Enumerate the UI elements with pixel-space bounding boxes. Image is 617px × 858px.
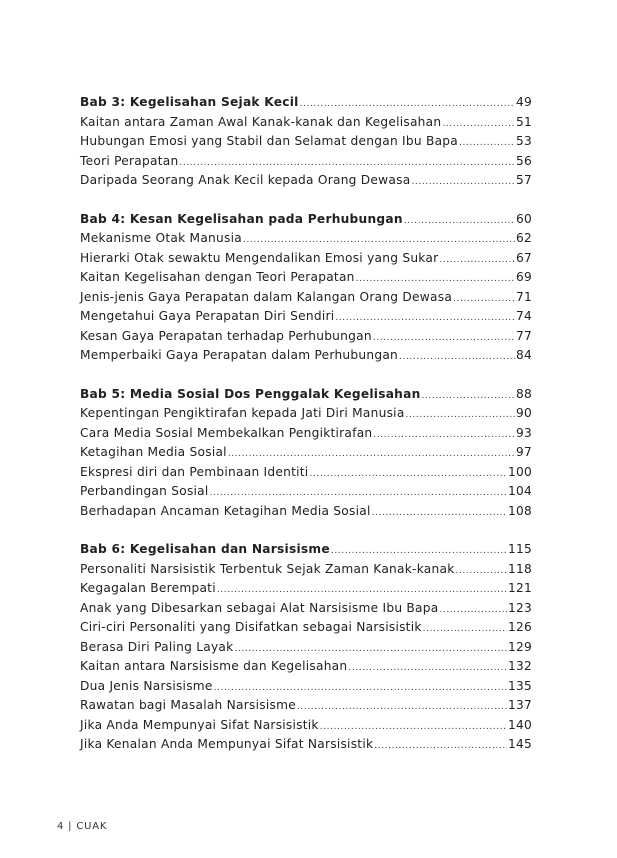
toc-entry: [80, 329, 532, 349]
entry-title: Ketagihan Media Sosial: [80, 445, 227, 459]
dot-leader: [456, 566, 507, 576]
dot-leader: [453, 294, 515, 304]
entry-title: Berasa Diri Paling Layak: [80, 639, 234, 654]
entry-title: Kaitan Kegelisahan dengan Teori Perapatan: [80, 270, 355, 284]
entry-title: Memperbaiki Gaya Perapatan dalam Perhubungan: [80, 348, 399, 362]
dot-leader: [372, 508, 507, 518]
dot-leader: [214, 683, 507, 693]
entry-page-number: 84: [515, 348, 532, 362]
entry-title: Hierarki Otak sewaktu Mengendalikan Emosi yang Sukar: [80, 250, 439, 265]
chapter-title: Bab 6: Kegelisahan dan Narsisisme: [80, 542, 330, 556]
dot-leader: [422, 391, 515, 401]
entry-title: Perbandingan Sosial: [80, 484, 209, 498]
dot-leader: [406, 410, 515, 420]
entry-title: Dua Jenis Narsisisme: [80, 678, 213, 693]
toc-entry: [80, 698, 532, 718]
entry-title: Jenis-jenis Gaya Perapatan dalam Kalangan Orang Dewasa: [80, 289, 453, 304]
dot-leader: [300, 99, 515, 109]
dot-leader: [179, 158, 515, 168]
toc-entry: [80, 601, 532, 621]
entry-page-number: 67: [515, 250, 532, 265]
toc-entry: [80, 251, 532, 271]
toc-entry: [80, 679, 532, 699]
chapter-page-number: 60: [515, 211, 532, 226]
toc-entry: [80, 115, 532, 135]
dot-leader: [297, 702, 507, 712]
entry-page-number: 108: [507, 503, 532, 518]
dot-leader: [217, 585, 507, 595]
entry-title: Mengetahui Gaya Perapatan Diri Sendiri: [80, 309, 335, 323]
entry-page-number: 126: [507, 620, 532, 634]
entry-title: Ekspresi diri dan Pembinaan Identiti: [80, 464, 309, 479]
toc-section: [80, 95, 532, 193]
entry-page-number: 74: [515, 309, 532, 323]
entry-page-number: 62: [515, 231, 532, 245]
entry-title: Jika Kenalan Anda Mempunyai Sifat Narsisistik: [80, 737, 374, 751]
toc-entry: [80, 562, 532, 582]
entry-page-number: 100: [507, 464, 532, 479]
entry-title: Daripada Seorang Anak Kecil kepada Orang Dewasa: [80, 173, 411, 187]
dot-leader: [459, 138, 515, 148]
footer-page-number: 4: [57, 821, 65, 832]
toc-entry: [80, 465, 532, 485]
chapter-heading: [80, 95, 532, 115]
entry-page-number: 56: [515, 153, 532, 168]
toc-entry: [80, 718, 532, 738]
entry-page-number: 71: [515, 289, 532, 304]
chapter-title: Bab 5: Media Sosial Dos Penggalak Kegelisahan: [80, 386, 421, 401]
dot-leader: [210, 488, 507, 498]
toc-entry: [80, 134, 532, 154]
entry-page-number: 132: [507, 659, 532, 673]
toc-entry: [80, 290, 532, 310]
entry-title: Berhadapan Ancaman Ketagihan Media Sosial: [80, 503, 371, 518]
toc-entry: [80, 620, 532, 640]
dot-leader: [356, 274, 515, 284]
chapter-page-number: 49: [515, 95, 532, 109]
toc-entry: [80, 484, 532, 504]
entry-title: Teori Perapatan: [80, 153, 179, 168]
entry-title: Rawatan bagi Masalah Narsisisme: [80, 698, 296, 712]
dot-leader: [442, 119, 515, 129]
entry-page-number: 93: [515, 425, 532, 440]
entry-title: Ciri-ciri Personaliti yang Disifatkan sebagai Narsisistik: [80, 620, 422, 634]
chapter-heading: [80, 387, 532, 407]
entry-title: Kesan Gaya Perapatan terhadap Perhubungan: [80, 328, 372, 343]
entry-page-number: 123: [507, 600, 532, 615]
toc-entry: [80, 173, 532, 193]
entry-page-number: 137: [507, 698, 532, 712]
chapter-page-number: 88: [515, 386, 532, 401]
toc-entry: [80, 737, 532, 757]
toc-entry: [80, 231, 532, 251]
toc-entry: [80, 270, 532, 290]
dot-leader: [243, 235, 515, 245]
entry-title: Kepentingan Pengiktirafan kepada Jati Diri Manusia: [80, 406, 405, 420]
entry-title: Cara Media Sosial Membekalkan Pengiktirafan: [80, 425, 373, 440]
toc-entry: [80, 426, 532, 446]
entry-page-number: 51: [515, 114, 532, 129]
dot-leader: [309, 469, 507, 479]
entry-page-number: 77: [515, 328, 532, 343]
entry-page-number: 129: [507, 639, 532, 654]
dot-leader: [374, 741, 507, 751]
dot-leader: [348, 663, 507, 673]
dot-leader: [439, 255, 515, 265]
dot-leader: [373, 430, 515, 440]
footer-book-title: CUAK: [76, 821, 108, 832]
entry-page-number: 145: [507, 737, 532, 751]
dot-leader: [411, 177, 515, 187]
toc-entry: [80, 348, 532, 368]
chapter-title: Bab 4: Kesan Kegelisahan pada Perhubungan: [80, 211, 403, 226]
entry-page-number: 118: [507, 561, 532, 576]
toc-section: [80, 212, 532, 368]
entry-page-number: 140: [507, 717, 532, 732]
toc-entry: [80, 406, 532, 426]
entry-page-number: 69: [515, 270, 532, 284]
dot-leader: [234, 644, 507, 654]
dot-leader: [373, 333, 515, 343]
chapter-heading: [80, 542, 532, 562]
entry-page-number: 104: [507, 484, 532, 498]
toc-entry: [80, 581, 532, 601]
toc-entry: [80, 309, 532, 329]
entry-title: Anak yang Dibesarkan sebagai Alat Narsisisme Ibu Bapa: [80, 600, 439, 615]
entry-page-number: 57: [515, 173, 532, 187]
toc-entry: [80, 640, 532, 660]
chapter-title: Bab 3: Kegelisahan Sejak Kecil: [80, 95, 299, 109]
toc-section: [80, 387, 532, 524]
entry-title: Jika Anda Mempunyai Sifat Narsisistik: [80, 717, 319, 732]
entry-title: Kegagalan Berempati: [80, 581, 216, 595]
page-footer: [57, 821, 107, 832]
chapter-page-number: 115: [507, 542, 532, 556]
entry-title: Personaliti Narsisistik Terbentuk Sejak Zaman Kanak-kanak: [80, 561, 455, 576]
toc-section: [80, 542, 532, 757]
dot-leader: [320, 722, 507, 732]
entry-title: Mekanisme Otak Manusia: [80, 231, 242, 245]
dot-leader: [335, 313, 515, 323]
toc-entry: [80, 504, 532, 524]
toc-entry: [80, 445, 532, 465]
toc-entry: [80, 154, 532, 174]
dot-leader: [404, 216, 515, 226]
entry-title: Kaitan antara Narsisisme dan Kegelisahan: [80, 659, 348, 673]
dot-leader: [439, 605, 507, 615]
entry-page-number: 90: [515, 406, 532, 420]
dot-leader: [331, 546, 507, 556]
toc-entry: [80, 659, 532, 679]
entry-page-number: 97: [515, 445, 532, 459]
entry-page-number: 135: [507, 678, 532, 693]
dot-leader: [423, 624, 507, 634]
footer-separator: |: [68, 821, 73, 832]
chapter-heading: [80, 212, 532, 232]
entry-title: Hubungan Emosi yang Stabil dan Selamat dengan Ibu Bapa: [80, 134, 459, 148]
table-of-contents: [80, 95, 532, 776]
entry-page-number: 53: [515, 134, 532, 148]
dot-leader: [228, 449, 515, 459]
entry-page-number: 121: [507, 581, 532, 595]
dot-leader: [399, 352, 515, 362]
entry-title: Kaitan antara Zaman Awal Kanak-kanak dan Kegelisahan: [80, 114, 442, 129]
